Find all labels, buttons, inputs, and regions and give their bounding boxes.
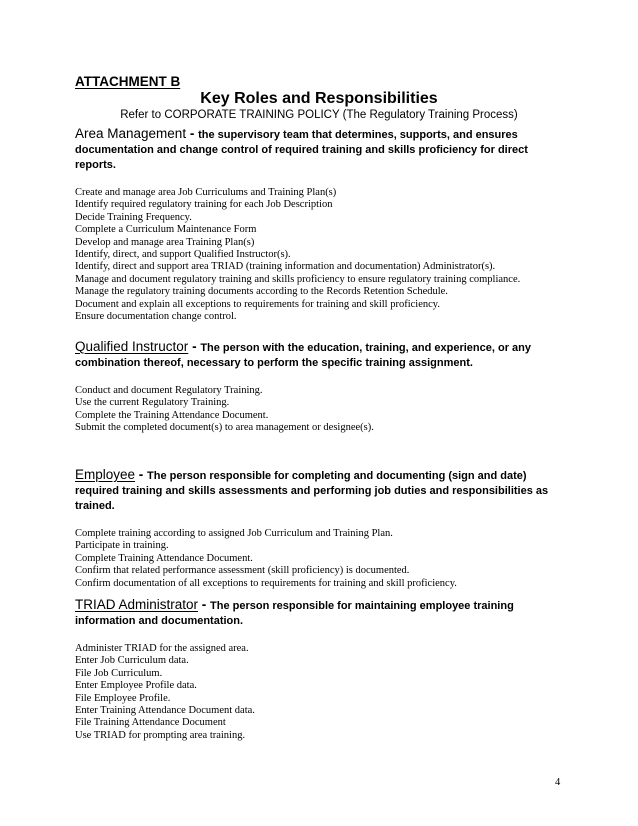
- list-item: Complete training according to assigned Job Curriculum and Training Plan.: [75, 528, 393, 539]
- section-heading: [75, 597, 565, 629]
- section-area-management: [75, 126, 565, 323]
- list-item: Document and explain all exceptions to requirements for training and skill proficiency.: [75, 298, 440, 310]
- list-item: Enter Job Curriculum data.: [75, 655, 189, 667]
- section-employee: [75, 467, 565, 590]
- page-title: Key Roles and Responsibilities: [200, 90, 438, 107]
- list-item: Conduct and document Regulatory Training.: [75, 385, 263, 396]
- list-item: Confirm that related performance assessment (skill proficiency) is documented.: [75, 565, 410, 577]
- list-item: Develop and manage area Training Plan(s): [75, 236, 255, 248]
- role-dash: -: [186, 126, 199, 141]
- role-dash: -: [198, 597, 211, 612]
- list-item: Manage the regulatory training documents according to the Records Retention Schedule.: [75, 286, 448, 298]
- role-description: The person with the education, training, and experience, or any combination thereof, necessary to perform the specific training assignment.: [75, 342, 531, 369]
- list-item: File Job Curriculum.: [75, 667, 163, 679]
- page-number: 4: [555, 777, 561, 788]
- list-item: Administer TRIAD for the assigned area.: [75, 643, 249, 654]
- section-heading: [75, 339, 565, 371]
- list-item: Identify, direct, and support Qualified Instructor(s).: [75, 249, 291, 261]
- section-heading: [75, 467, 565, 514]
- page-subtitle: Refer to CORPORATE TRAINING POLICY (The Regulatory Training Process): [120, 109, 518, 121]
- section-qualified-instructor: [75, 339, 565, 435]
- list-item: Complete Training Attendance Document.: [75, 552, 253, 564]
- list-item: Ensure documentation change control.: [75, 311, 237, 323]
- list-item: Enter Employee Profile data.: [75, 680, 197, 692]
- attachment-label: ATTACHMENT B: [75, 74, 181, 89]
- section-triad-administrator: [75, 597, 565, 742]
- list-item: Use the current Regulatory Training.: [75, 397, 230, 409]
- list-item: Complete the Training Attendance Document.: [75, 409, 269, 421]
- list-item: File Employee Profile.: [75, 692, 171, 704]
- role-dash: -: [188, 339, 201, 354]
- role-name: Employee: [75, 467, 136, 482]
- list-item: Manage and document regulatory training and skills proficiency to ensure regulatory training compliance.: [75, 273, 521, 285]
- section-heading: [75, 126, 565, 173]
- role-description: The person responsible for maintaining employee training information and documentation.: [75, 600, 514, 627]
- role-description: the supervisory team that determines, supports, and ensures documentation and change control of required training and skills proficiency for direct reports.: [75, 129, 528, 171]
- list-item: Confirm documentation of all exceptions to requirements for training and skill proficiency.: [75, 577, 457, 589]
- list-item: Identify, direct and support area TRIAD (training information and documentation) Administrator(s).: [75, 261, 496, 273]
- responsibility-list: [75, 643, 565, 742]
- role-dash: -: [135, 467, 148, 482]
- role-name: TRIAD Administrator: [75, 597, 199, 612]
- list-item: File Training Attendance Document: [75, 717, 226, 729]
- list-item: Enter Training Attendance Document data.: [75, 705, 255, 717]
- list-item: Decide Training Frequency.: [75, 211, 192, 223]
- list-item: Identify required regulatory training for each Job Description: [75, 199, 333, 211]
- list-item: Complete a Curriculum Maintenance Form: [75, 224, 257, 236]
- list-item: Participate in training.: [75, 540, 169, 552]
- responsibility-list: [75, 385, 565, 435]
- list-item: Create and manage area Job Curriculums and Training Plan(s): [75, 187, 337, 198]
- role-name: Area Management: [75, 126, 187, 141]
- responsibility-list: [75, 528, 565, 590]
- role-name: Qualified Instructor: [75, 339, 189, 354]
- list-item: Use TRIAD for prompting area training.: [75, 729, 246, 741]
- list-item: Submit the completed document(s) to area management or designee(s).: [75, 422, 374, 434]
- responsibility-list: [75, 187, 565, 323]
- role-description: The person responsible for completing and documenting (sign and date) required training and skills assessments and performing job duties and responsibilities as trained.: [75, 470, 549, 512]
